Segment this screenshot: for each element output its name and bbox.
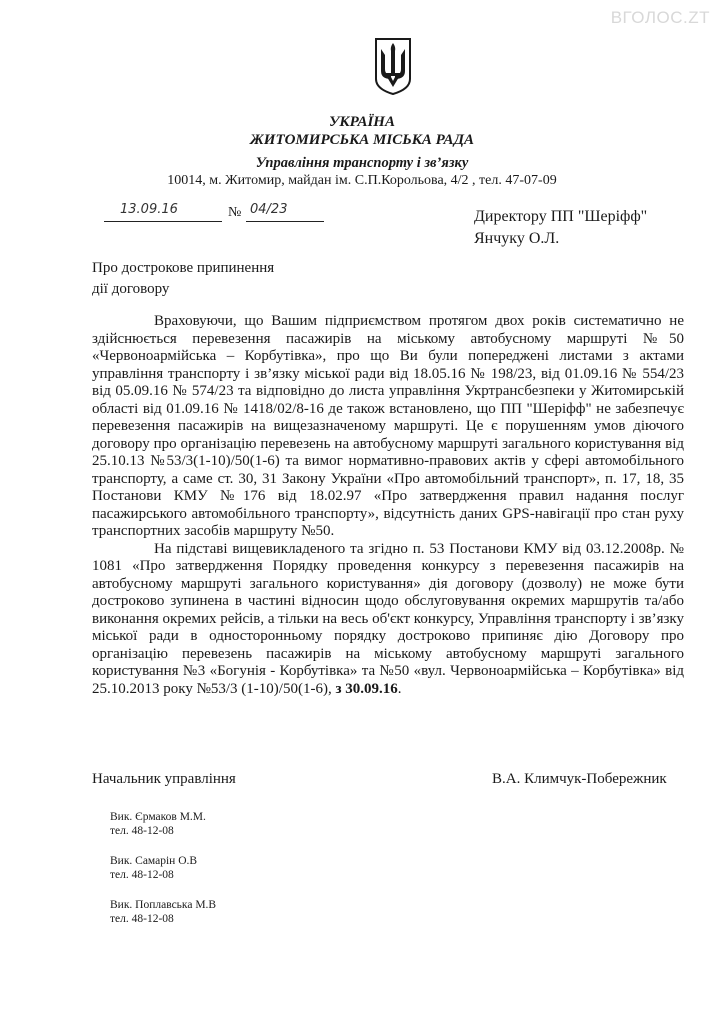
body-paragraph-2-text: На підставі вищевикладеного та згідно п. 53 Постанови КМУ від 03.12.2008р. № 1081 «Про затвердження Порядку проведення конкурсу з перевезення пасажирів на автобусному маршруті загального користування» дія договору (дозволу) не може бути достроково зупинена в частині відносин щодо обслуговування окремих маршрутів та/або виконання окремих рейсів, а тільки на весь об'єкт конкурсу, Управління транспорту і зв’язку міської ради в односторонньому порядку достроково припиняє дію Договору про організацію перевезень пасажирів на міському автобусному маршруті загального користування №3 «Богунія - Корбутівка» та №50 «вул. Червоноармійська – Корбутівка» від 25.10.2013 року №53/3 (1-10)/50(1-6),: [92, 540, 684, 697]
registration-number: 04/23: [250, 202, 288, 217]
executor-1: [110, 810, 206, 838]
watermark: ВГОЛОС.ZT: [610, 8, 710, 27]
termination-date: з 30.09.16: [331, 680, 398, 697]
executor-phone: тел. 48-12-08: [110, 869, 174, 881]
body-paragraph-2: [92, 541, 684, 699]
registration-number-label: №: [228, 205, 242, 220]
body-paragraph-1: Враховуючи, що Вашим підприємством протягом двох років систематично не здійснюється перевезення пасажирів на міському автобусному маршруті №50 «Червоноармійська – Корбутівка», про що Ви були попереджені листами з актами управління транспорту і зв’язку міської ради від 18.05.16 № 198/23, від 01.09.16 № 554/23 від 05.09.16 № 574/23 та відповідно до листа управління Укртрансбезпеки у Житомирській області від 01.09.16 № 1418/02/8-16 де також встановлено, що ПП "Шеріфф" не забезпечує перевезення пасажирів на вищезазначеному маршруті. Це є порушенням умов діючого договору про організацію перевезень на автобусному маршруті загального користування від 25.10.13 №53/3(1-10)/50(1-6) та вимог нормативно-правових актів у сфері автомобільного транспорту, а саме ст. 30, 31 Закону України «Про автомобільний транспорт», п. 17, 18, 35 Постанови КМУ №176 від 18.02.97 «Про затвердження правил надання послуг пасажирського автомобільного транспорту», відсутність даних GPS-навігації про стан руху транспортних засобів маршруту №50.: [92, 313, 684, 539]
body-paragraph-2-end: .: [397, 680, 402, 697]
address-line: 10014, м. Житомир, майдан ім. С.П.Корольова, 4/2 , тел. 47-07-09: [167, 173, 557, 188]
addressee-line-1: Директору ПП "Шеріфф": [474, 208, 648, 225]
executor-2: [110, 854, 197, 882]
executor-3: [110, 898, 216, 926]
subject-block: [92, 258, 274, 300]
signer-name: В.А. Климчук-Побережник: [492, 771, 667, 787]
executor-phone: тел. 48-12-08: [110, 913, 174, 925]
country-heading: УКРАЇНА: [329, 114, 395, 130]
executor-name: Вик. Єрмаков М.М.: [110, 811, 206, 823]
executor-name: Вик. Поплавська М.В: [110, 899, 217, 911]
subject-line-1: Про дострокове припинення: [92, 260, 275, 276]
addressee-line-2: Янчуку О.Л.: [474, 230, 560, 247]
subject-line-2: дії договору: [92, 281, 170, 297]
signer-position: Начальник управління: [92, 771, 236, 787]
addressee-block: [474, 206, 647, 250]
executor-phone: тел. 48-12-08: [110, 825, 174, 837]
letter-body: [92, 313, 684, 698]
council-heading: ЖИТОМИРСЬКА МІСЬКА РАДА: [250, 132, 474, 148]
number-underline: [246, 221, 324, 222]
executor-name: Вик. Самарін О.В: [110, 855, 198, 867]
date-underline: [104, 221, 222, 222]
trident-icon: [373, 37, 413, 95]
department-heading: Управління транспорту і зв’язку: [255, 155, 469, 171]
registration-date: 13.09.16: [120, 202, 178, 217]
registration-line: [104, 202, 364, 224]
